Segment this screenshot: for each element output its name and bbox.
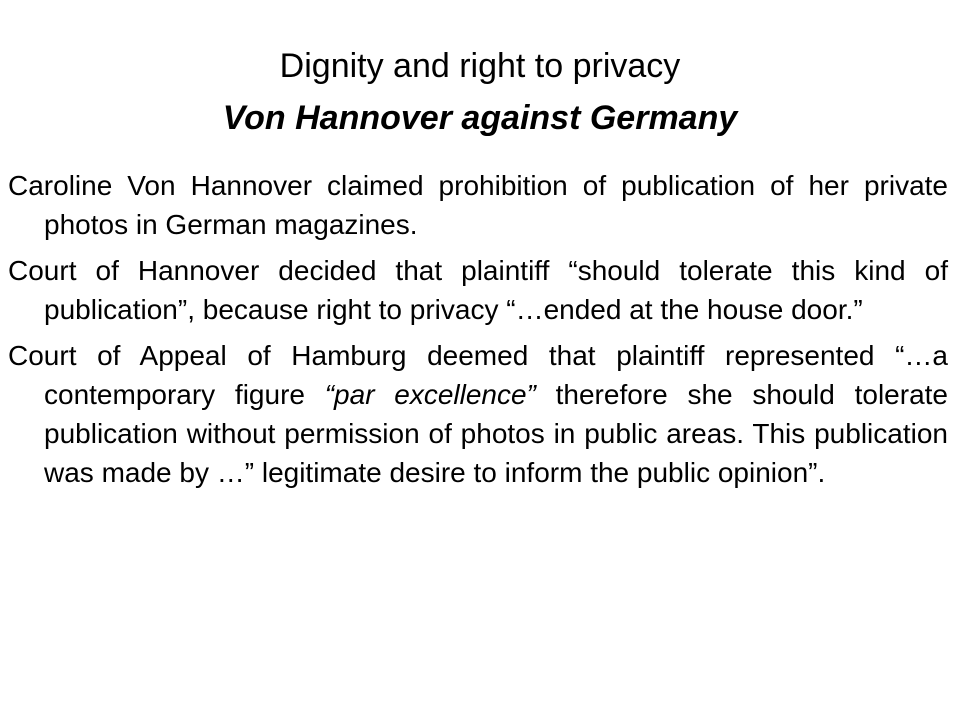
paragraph-appeal-text-start: Court of Appeal of Hamburg deemed that plaintiff represented “…a contemporary figure [8, 340, 948, 410]
title-main: Dignity and right to privacy [279, 47, 681, 85]
paragraph-court-hannover-text: Court of Hannover decided that plaintiff “should tolerate this kind of publication”, because right to privacy “…ended at the house door.” [8, 255, 948, 325]
title-case-name: Von Hannover against Germany [222, 99, 738, 137]
paragraph-appeal-italic-phrase: “par excellence” [324, 379, 536, 410]
paragraph-court-hannover [8, 251, 948, 329]
paragraph-appeal-text-end: therefore she should tolerate publication without permission of photos in public areas. This publication was made by …” legitimate desire to inform the public opinion”. [44, 379, 948, 488]
paragraph-claim [8, 166, 948, 244]
paragraph-court-appeal-hamburg [8, 336, 948, 492]
slide-title [0, 40, 960, 144]
slide-body [8, 166, 948, 499]
paragraph-claim-text: Caroline Von Hannover claimed prohibition of publication of her private photos in German magazines. [8, 170, 948, 240]
